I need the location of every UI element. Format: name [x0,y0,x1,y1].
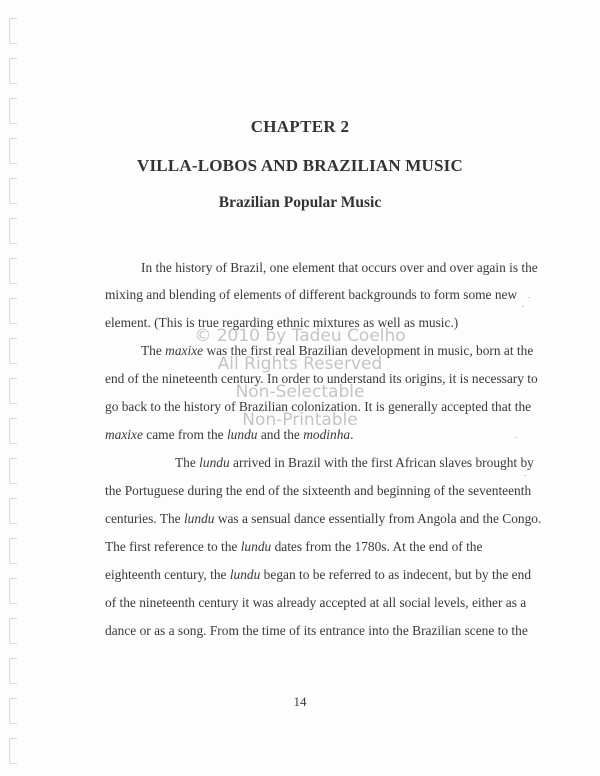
binding-hole [9,258,17,284]
paragraph-3-line-5 [105,567,531,583]
binding-hole [9,378,17,404]
watermark-rights: All Rights Reserved [217,354,383,374]
paragraph-2-line-1 [141,343,533,359]
italic-term: lundu [229,567,261,582]
paragraph-1-line-1: In the history of Brazil, one element that occurs over and over again is the [141,260,538,275]
text-span: began to be referred to as indecent, but by the end [260,567,532,582]
binding-hole [9,418,17,444]
paragraph-3-line-6: of the nineteenth century it was already accepted at all social levels, either as a [105,595,527,610]
text-span: and the [257,427,304,442]
text-span: was a sensual dance essentially from Angola and the Congo. [214,511,542,526]
paragraph-1-line-2: mixing and blending of elements of different backgrounds to form some new [105,287,518,302]
paragraph-3-line-2: the Portuguese during the end of the sixteenth and beginning of the seventeenth [105,483,532,498]
chapter-heading: CHAPTER 2 [250,117,350,136]
italic-term: lundu [199,455,230,470]
italic-term: lundu [183,511,215,526]
paragraph-2-line-2: end of the nineteenth century. In order to understand its origins, it is necessary to [105,371,538,386]
watermark-copyright: © 2010 by Tadeu Coelho [194,326,406,346]
italic-term: lundu [226,427,258,442]
text-span: dates from the 1780s. At the end of the [271,539,483,554]
binding-hole [9,738,17,764]
binding-hole [9,618,17,644]
paragraph-1-line-3: element. (This is true regarding ethnic mixtures as well as music.) [105,315,459,330]
text-span: The [141,343,166,358]
text-span: arrived in Brazil with the first African slaves brought by [229,455,534,470]
text-span: The first reference to the [105,539,241,554]
paragraph-3-line-7: dance or as a song. From the time of its entrance into the Brazilian scene to the [105,623,528,638]
binding-hole [9,538,17,564]
scan-speck [528,297,530,298]
scan-speck [515,437,517,438]
italic-term: maxixe [105,427,143,442]
binding-hole [9,578,17,604]
binding-hole [9,218,17,244]
text-span: was the first real Brazilian development in music, born at the [203,343,534,358]
binding-hole [9,18,17,44]
italic-term: modinha [303,427,351,442]
binding-hole [9,298,17,324]
italic-term: lundu [240,539,272,554]
scan-speck [524,475,526,476]
paragraph-2-line-3: go back to the history of Brazilian colonization. It is generally accepted that the [105,399,532,414]
text-span: The [175,455,200,470]
text-span: centuries. The [105,511,184,526]
italic-term: maxixe [165,343,204,358]
section-subtitle: Brazilian Popular Music [218,194,382,211]
chapter-title: VILLA-LOBOS AND BRAZILIAN MUSIC [137,156,463,175]
paragraph-3-line-3 [105,511,541,527]
binding-hole [9,338,17,364]
watermark-non-selectable: Non-Selectable [235,382,365,402]
page-number: 14 [293,694,307,709]
text-span: eighteenth century, the [105,567,230,582]
paragraph-3-line-1 [175,455,534,471]
binding-hole [9,58,17,84]
text-span: . [350,427,354,442]
binding-hole [9,498,17,524]
binding-hole [9,658,17,684]
paragraph-2-line-4 [105,427,353,443]
paragraph-3-line-4 [105,539,482,555]
binding-hole [9,458,17,484]
text-span: came from the [142,427,227,442]
watermark-non-printable: Non-Printable [242,410,358,430]
scan-speck [522,306,524,307]
